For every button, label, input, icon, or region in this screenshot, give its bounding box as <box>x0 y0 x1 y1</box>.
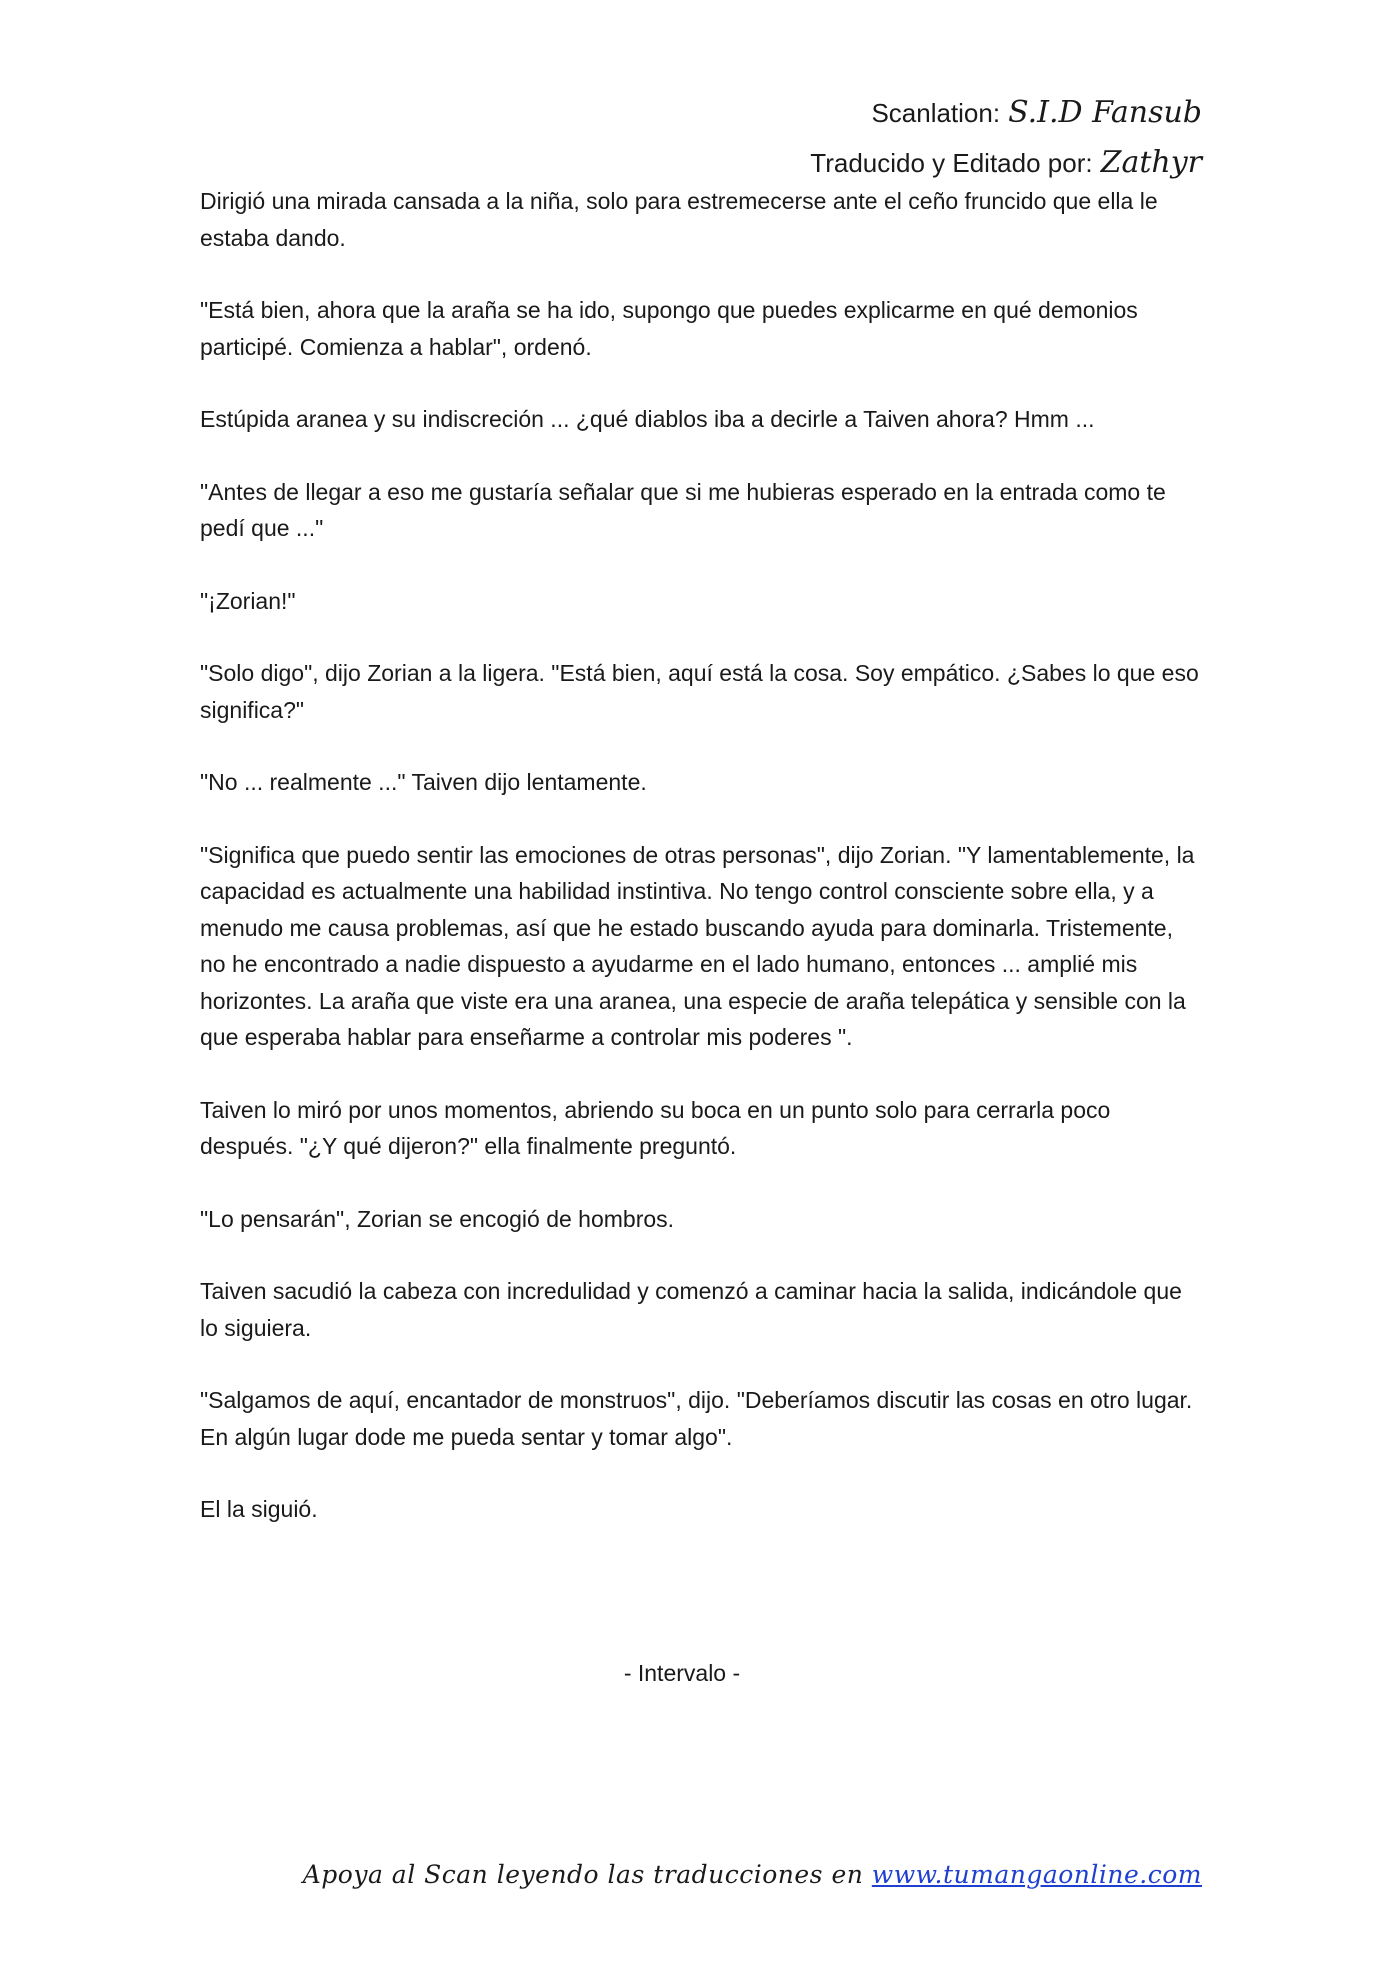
story-text <box>200 183 1200 1564</box>
scanlation-credit <box>810 88 1202 138</box>
translator-name: Zathyr <box>1100 145 1202 180</box>
scanlation-label: Scanlation: <box>871 98 1001 128</box>
translator-label: Traducido y Editado por: <box>810 148 1093 178</box>
credits-block <box>810 88 1202 188</box>
footer-link[interactable]: www.tumangaonline.com <box>871 1860 1202 1889</box>
paragraph: Taiven sacudió la cabeza con incredulidad y comenzó a caminar hacia la salida, indicándole que lo siguiera. <box>200 1278 1182 1341</box>
paragraph: "¡Zorian!" <box>200 587 296 614</box>
paragraph: Taiven lo miró por unos momentos, abriendo su boca en un punto solo para cerrarla poco después. "¿Y qué dijeron?" ella finalmente preguntó. <box>200 1096 1111 1159</box>
footer-note <box>303 1860 1202 1889</box>
section-break: - Intervalo - <box>623 1660 741 1686</box>
paragraph: Estúpida aranea y su indiscreción ... ¿qué diablos iba a decirle a Taiven ahora? Hmm ... <box>200 406 1095 432</box>
paragraph: "Significa que puedo sentir las emociones de otras personas", dijo Zorian. "Y lamentablemente, la capacidad es actualmente una habilidad instintiva. No tengo control consciente sobre ella, y a menudo me causa problemas, así que he estado buscando ayuda para dominarla. Tristemente, no he encontrado a nadie dispuesto a ayudarme en el lado humano, entonces ... amplié mis horizontes. La araña que viste era una aranea, una especie de araña telepática y sensible con la que esperaba hablar para enseñarme a controlar mis poderes ". <box>200 841 1195 1050</box>
scanlation-group: S.I.D Fansub <box>1008 95 1202 130</box>
paragraph: "No ... realmente ..." Taiven dijo lentamente. <box>200 769 647 795</box>
paragraph: "Solo digo", dijo Zorian a la ligera. "Está bien, aquí está la cosa. Soy empático. ¿Sabes lo que eso significa?" <box>200 660 1199 723</box>
footer-text: Apoya al Scan leyendo las traducciones en <box>302 1860 864 1889</box>
paragraph: "Antes de llegar a eso me gustaría señalar que si me hubieras esperado en la entrada como te pedí que ..." <box>200 478 1166 541</box>
paragraph: "Lo pensarán", Zorian se encogió de hombros. <box>200 1205 675 1232</box>
paragraph: "Está bien, ahora que la araña se ha ido, supongo que puedes explicarme en qué demonios participé. Comienza a hablar", ordenó. <box>200 297 1138 360</box>
paragraph: Dirigió una mirada cansada a la niña, solo para estremecerse ante el ceño fruncido que ella le estaba dando. <box>200 188 1158 251</box>
paragraph: "Salgamos de aquí, encantador de monstruos", dijo. "Deberíamos discutir las cosas en otro lugar. En algún lugar dode me pueda sentar y tomar algo". <box>200 1387 1193 1450</box>
paragraph: El la siguió. <box>200 1496 318 1522</box>
translator-credit <box>810 138 1202 188</box>
